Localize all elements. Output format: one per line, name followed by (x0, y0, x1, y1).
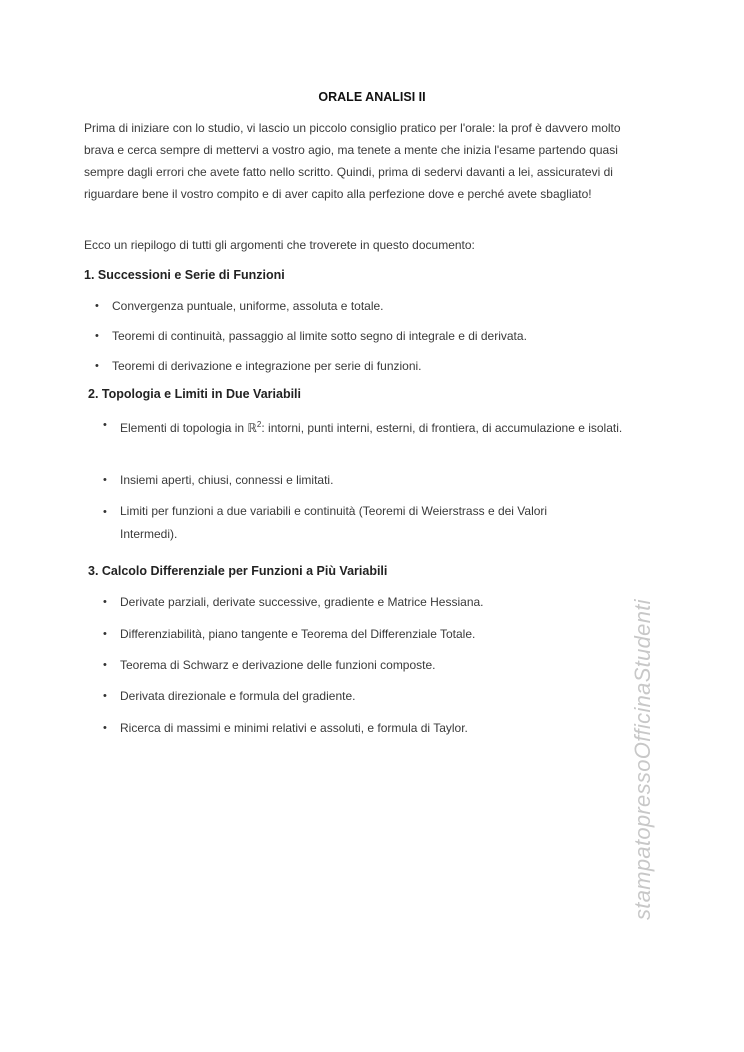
section-heading-2: 2. Topologia e Limiti in Due Variabili (88, 387, 301, 401)
bullet: • (95, 360, 99, 372)
bullet: • (103, 690, 107, 702)
section-heading-3: 3. Calcolo Differenziale per Funzioni a Più Variabili (88, 564, 388, 578)
list-item: Limiti per funzioni a due variabili e continuità (Teoremi di Weierstrass e dei Valori Intermedi). (120, 504, 548, 541)
watermark: stampatopressoOfficinaStudenti (630, 599, 655, 920)
list-item: Convergenza puntuale, uniforme, assoluta e totale. (112, 299, 384, 313)
bullet: • (103, 659, 107, 671)
bullet: • (103, 474, 107, 486)
document-title: ORALE ANALISI II (318, 90, 426, 104)
list-item: Insiemi aperti, chiusi, connessi e limitati. (120, 473, 334, 487)
list-item (120, 413, 650, 440)
list-item: Teoremi di continuità, passaggio al limite sotto segno di integrale e di derivata. (112, 329, 527, 343)
list-item: Differenziabilità, piano tangente e Teorema del Differenziale Totale. (120, 627, 476, 641)
section-heading-1: 1. Successioni e Serie di Funzioni (84, 268, 285, 282)
summary-text: Ecco un riepilogo di tutti gli argomenti che troverete in questo documento: (84, 238, 475, 252)
bullet: • (95, 300, 99, 312)
bullet: • (103, 722, 107, 734)
bullet: • (95, 330, 99, 342)
list-item: Derivate parziali, derivate successive, gradiente e Matrice Hessiana. (120, 595, 484, 609)
list-item-text: : intorni, punti interni, esterni, di frontiera, di accumulazione e isolati. (261, 421, 623, 435)
bullet: • (103, 628, 107, 640)
bullet: • (103, 596, 107, 608)
list-item: Teorema di Schwarz e derivazione delle funzioni composte. (120, 658, 436, 672)
superscript: 2 (256, 420, 262, 429)
list-item: Teoremi di derivazione e integrazione per serie di funzioni. (112, 359, 422, 373)
bullet: • (103, 506, 107, 518)
list-item-text: Elementi di topologia in ℝ (120, 421, 257, 435)
intro-paragraph: Prima di iniziare con lo studio, vi lascio un piccolo consiglio pratico per l'orale: la prof è davvero molto brava e cerca sempre di mettervi a vostro agio, ma tenete a mente che inizia l'esame partendo quasi sempre dagli errori che avete fatto nello scritto. Quindi, prima di sedervi davanti a lei, assicuratevi di riguardare bene il vostro compito e di aver capito alla perfezione dove e perché avete sbagliato! (84, 121, 621, 201)
list-item: Derivata direzionale e formula del gradiente. (120, 689, 356, 703)
list-item: Ricerca di massimi e minimi relativi e assoluti, e formula di Taylor. (120, 721, 468, 735)
bullet: • (103, 419, 107, 431)
